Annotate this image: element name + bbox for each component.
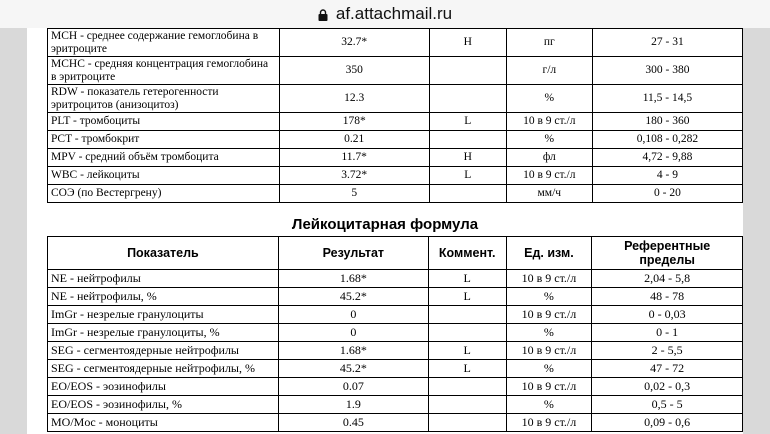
- table-cell: 0,5 - 5: [592, 396, 743, 414]
- table-cell: MPV - средний объём тромбоцита: [48, 149, 280, 167]
- table-cell: 0: [278, 324, 428, 342]
- table-cell: 10 в 9 ст./л: [506, 378, 592, 396]
- table-cell: L: [428, 360, 506, 378]
- section-title: Лейкоцитарная формула: [291, 216, 479, 233]
- table-cell: SEG - сегментоядерные нейтрофилы, %: [48, 360, 279, 378]
- table-cell: 1.9: [278, 396, 428, 414]
- table-cell: EO/EOS - эозинофилы, %: [48, 396, 279, 414]
- table-cell: WBC - лейкоциты: [48, 167, 280, 185]
- table-cell: 300 - 380: [592, 57, 742, 85]
- column-header: Референтные пределы: [592, 237, 743, 270]
- table-cell: MCHC - средняя концентрация гемоглобина в эритроците: [48, 57, 280, 85]
- table-cell: 2,04 - 5,8: [592, 270, 743, 288]
- table-cell: 4,72 - 9,88: [592, 149, 742, 167]
- table-cell: 11.7*: [279, 149, 429, 167]
- table-row: [48, 131, 743, 149]
- table-cell: SEG - сегментоядерные нейтрофилы: [48, 342, 279, 360]
- table-cell: %: [506, 360, 592, 378]
- column-header: Показатель: [48, 237, 279, 270]
- table-row: [48, 149, 743, 167]
- column-header: Результат: [278, 237, 428, 270]
- table-cell: L: [428, 288, 506, 306]
- table-cell: %: [506, 288, 592, 306]
- table-cell: 0.45: [278, 414, 428, 432]
- table-cell: 350: [279, 57, 429, 85]
- table-row: [48, 113, 743, 131]
- table-row: [48, 414, 743, 432]
- document-page: [27, 28, 743, 434]
- leukocyte-formula-table: [47, 236, 743, 432]
- table-cell: NE - нейтрофилы, %: [48, 288, 279, 306]
- table-cell: %: [506, 324, 592, 342]
- table-cell: H: [429, 29, 506, 57]
- table-cell: 180 - 360: [592, 113, 742, 131]
- table-cell: мм/ч: [506, 185, 592, 203]
- table-cell: ImGr - незрелые гранулоциты: [48, 306, 279, 324]
- table-cell: 0.07: [278, 378, 428, 396]
- table-cell: пг: [506, 29, 592, 57]
- table-cell: EO/EOS - эозинофилы: [48, 378, 279, 396]
- table-cell: 10 в 9 ст./л: [506, 270, 592, 288]
- table-cell: 10 в 9 ст./л: [506, 342, 592, 360]
- table-row: [48, 342, 743, 360]
- table-cell: L: [429, 167, 506, 185]
- table-row: [48, 85, 743, 113]
- table-cell: [428, 324, 506, 342]
- table-cell: 0 - 0,03: [592, 306, 743, 324]
- table-cell: 27 - 31: [592, 29, 742, 57]
- table-cell: [428, 414, 506, 432]
- table-cell: [428, 396, 506, 414]
- table-row: [48, 185, 743, 203]
- table-cell: ImGr - незрелые гранулоциты, %: [48, 324, 279, 342]
- table-cell: L: [428, 342, 506, 360]
- table-cell: 48 - 78: [592, 288, 743, 306]
- table-row: [48, 396, 743, 414]
- address-bar[interactable]: [0, 0, 770, 28]
- table-cell: 2 - 5,5: [592, 342, 743, 360]
- table-cell: 0.21: [279, 131, 429, 149]
- table-row: [48, 360, 743, 378]
- table-cell: 0: [278, 306, 428, 324]
- table-cell: NE - нейтрофилы: [48, 270, 279, 288]
- table-cell: [429, 131, 506, 149]
- table-cell: 10 в 9 ст./л: [506, 113, 592, 131]
- table-cell: [428, 378, 506, 396]
- table-cell: 10 в 9 ст./л: [506, 306, 592, 324]
- table-row: [48, 270, 743, 288]
- table-cell: L: [429, 113, 506, 131]
- table-cell: %: [506, 396, 592, 414]
- table-cell: %: [506, 85, 592, 113]
- table-cell: г/л: [506, 57, 592, 85]
- table-cell: %: [506, 131, 592, 149]
- table-cell: 1.68*: [278, 270, 428, 288]
- table-cell: 45.2*: [278, 288, 428, 306]
- table-cell: 32.7*: [279, 29, 429, 57]
- table-row: [48, 378, 743, 396]
- lock-icon: [318, 9, 328, 21]
- table-cell: 12.3: [279, 85, 429, 113]
- table-cell: [428, 306, 506, 324]
- table-cell: H: [429, 149, 506, 167]
- table-cell: MCH - среднее содержание гемоглобина в эритроците: [48, 29, 280, 57]
- table-header-row: [48, 237, 743, 270]
- table-cell: 10 в 9 ст./л: [506, 167, 592, 185]
- table-cell: фл: [506, 149, 592, 167]
- url-text: af.attachmail.ru: [335, 4, 453, 23]
- table-cell: RDW - показатель гетерогенности эритроцитов (анизоцитоз): [48, 85, 280, 113]
- table-cell: 10 в 9 ст./л: [506, 414, 592, 432]
- column-header: Ед. изм.: [506, 237, 592, 270]
- table-cell: 0 - 1: [592, 324, 743, 342]
- column-header: Коммент.: [428, 237, 506, 270]
- table-cell: [429, 85, 506, 113]
- table-row: [48, 306, 743, 324]
- table-cell: 45.2*: [278, 360, 428, 378]
- table-cell: 3.72*: [279, 167, 429, 185]
- table-cell: 0,108 - 0,282: [592, 131, 742, 149]
- table-cell: PCT - тромбокрит: [48, 131, 280, 149]
- table-cell: [429, 185, 506, 203]
- table-row: [48, 324, 743, 342]
- table-row: [48, 29, 743, 57]
- table-cell: PLT - тромбоциты: [48, 113, 280, 131]
- table-cell: 1.68*: [278, 342, 428, 360]
- table-cell: 11,5 - 14,5: [592, 85, 742, 113]
- table-cell: 0,02 - 0,3: [592, 378, 743, 396]
- table-row: [48, 57, 743, 85]
- table-cell: L: [428, 270, 506, 288]
- blood-count-table: [47, 28, 743, 203]
- table-row: [48, 167, 743, 185]
- table-row: [48, 288, 743, 306]
- table-cell: [429, 57, 506, 85]
- table-cell: 0 - 20: [592, 185, 742, 203]
- table-cell: 5: [279, 185, 429, 203]
- table-cell: 4 - 9: [592, 167, 742, 185]
- table-cell: MO/Moc - моноциты: [48, 414, 279, 432]
- table-cell: 0,09 - 0,6: [592, 414, 743, 432]
- table-cell: 47 - 72: [592, 360, 743, 378]
- table-cell: 178*: [279, 113, 429, 131]
- table-cell: СОЭ (по Вестергрену): [48, 185, 280, 203]
